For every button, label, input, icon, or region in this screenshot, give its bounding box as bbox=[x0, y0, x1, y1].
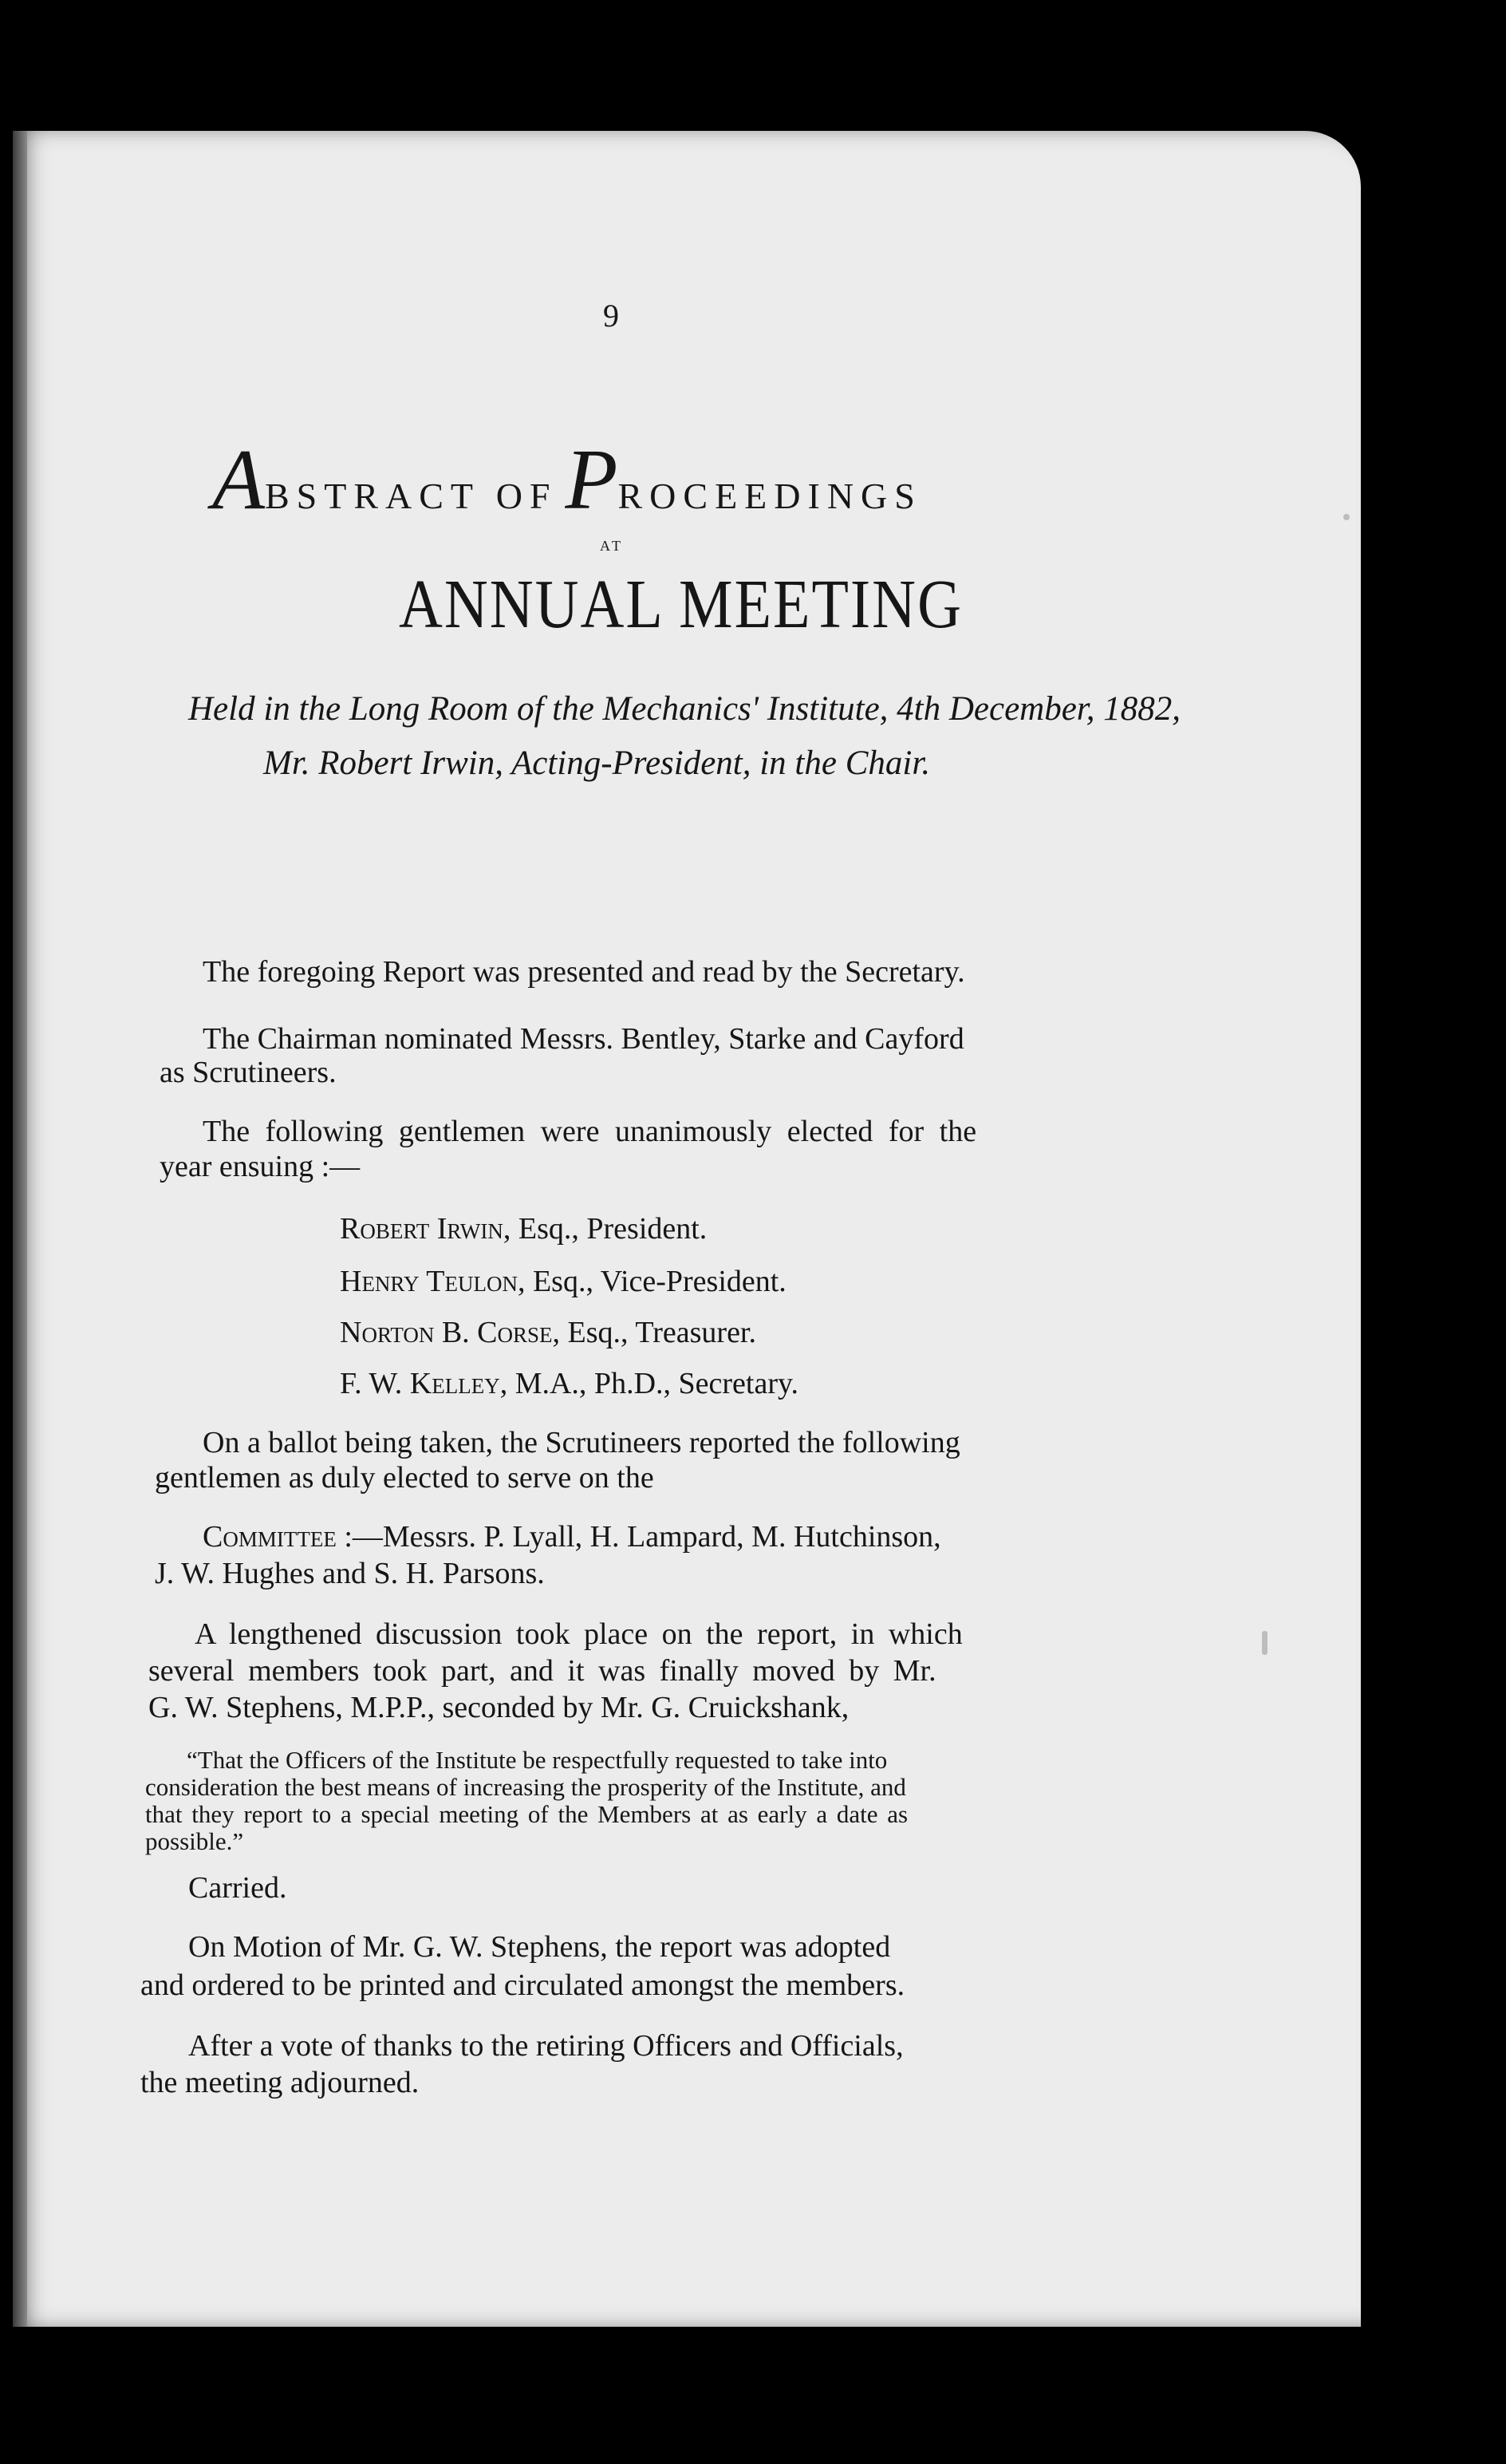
committee-members: :—Messrs. P. Lyall, H. Lampard, M. Hutchinson, bbox=[336, 1520, 941, 1554]
paragraph-thanks-line1: After a vote of thanks to the retiring Officers and Officials, bbox=[188, 2029, 904, 2063]
officer-name: Norton B. Corse bbox=[340, 1316, 553, 1349]
title-text-p: ROCEEDINGS bbox=[617, 476, 922, 516]
paragraph-discussion-line3: G. W. Stephens, M.P.P., seconded by Mr. G. Cruickshank, bbox=[148, 1691, 850, 1724]
committee-line2: J. W. Hughes and S. H. Parsons. bbox=[155, 1557, 545, 1590]
meeting-location-line: Held in the Long Room of the Mechanics' Institute, 4th December, 1882, bbox=[188, 690, 1181, 728]
resolution-line2: consideration the best means of increasing the prosperity of the Institute, and bbox=[145, 1773, 906, 1801]
officer-role: , Esq., Vice-President. bbox=[517, 1265, 787, 1298]
paragraph-elected-line2: year ensuing :— bbox=[160, 1150, 361, 1183]
subtitle-annual-meeting: ANNUAL MEETING bbox=[399, 566, 963, 643]
officer-name: Robert Irwin bbox=[340, 1212, 503, 1246]
title-initial-p: P bbox=[565, 432, 618, 527]
paragraph-motion-line1: On Motion of Mr. G. W. Stephens, the report was adopted bbox=[188, 1930, 891, 1964]
resolution-line1: “That the Officers of the Institute be respectfully requested to take into bbox=[187, 1746, 888, 1774]
paragraph-motion-line2: and ordered to be printed and circulated amongst the members. bbox=[140, 1968, 905, 2002]
officer-role: , Esq., President. bbox=[503, 1212, 708, 1246]
officer-role: , M.A., Ph.D., Secretary. bbox=[499, 1367, 799, 1400]
title-initial-a: A bbox=[212, 432, 265, 527]
carried: Carried. bbox=[188, 1871, 287, 1905]
paper-speck bbox=[1262, 1631, 1267, 1655]
resolution-line4: possible.” bbox=[145, 1827, 244, 1855]
resolution-line3: that they report to a special meeting of the Members at as early a date as bbox=[145, 1800, 909, 1828]
paragraph-ballot-line1: On a ballot being taken, the Scrutineers reported the following bbox=[203, 1426, 960, 1459]
officer-secretary bbox=[340, 1366, 798, 1401]
paragraph-report: The foregoing Report was presented and read by the Secretary. bbox=[203, 955, 965, 989]
paragraph-discussion-line2: several members took part, and it was finally moved by Mr. bbox=[148, 1654, 936, 1688]
paragraph-chairman-line2: as Scrutineers. bbox=[160, 1056, 337, 1089]
paper-speck bbox=[1343, 514, 1350, 520]
paragraph-chairman-line1: The Chairman nominated Messrs. Bentley, Starke and Cayford bbox=[203, 1022, 964, 1056]
paragraph-elected-line1: The following gentlemen were unanimously elected for the bbox=[203, 1115, 977, 1148]
paragraph-thanks-line2: the meeting adjourned. bbox=[140, 2066, 420, 2099]
officer-president bbox=[340, 1211, 707, 1246]
officer-name: F. W. Kelley bbox=[340, 1367, 500, 1400]
officer-role: , Esq., Treasurer. bbox=[552, 1316, 756, 1349]
officer-treasurer bbox=[340, 1315, 756, 1350]
officer-vice-president bbox=[340, 1264, 787, 1299]
meeting-chair-line: Mr. Robert Irwin, Acting-President, in the Chair. bbox=[263, 744, 931, 782]
title-abstract-of-proceedings bbox=[212, 431, 1010, 543]
title-text-a: BSTRACT OF bbox=[264, 476, 558, 516]
officer-name: Henry Teulon bbox=[340, 1265, 518, 1298]
committee-line1 bbox=[203, 1519, 941, 1554]
paragraph-discussion-line1: A lengthened discussion took place on the report, in which bbox=[195, 1617, 963, 1651]
page-number: 9 bbox=[603, 298, 619, 334]
paragraph-ballot-line2: gentlemen as duly elected to serve on the bbox=[155, 1461, 654, 1495]
committee-label: Committee bbox=[203, 1520, 337, 1554]
heading-at: AT bbox=[600, 538, 624, 554]
